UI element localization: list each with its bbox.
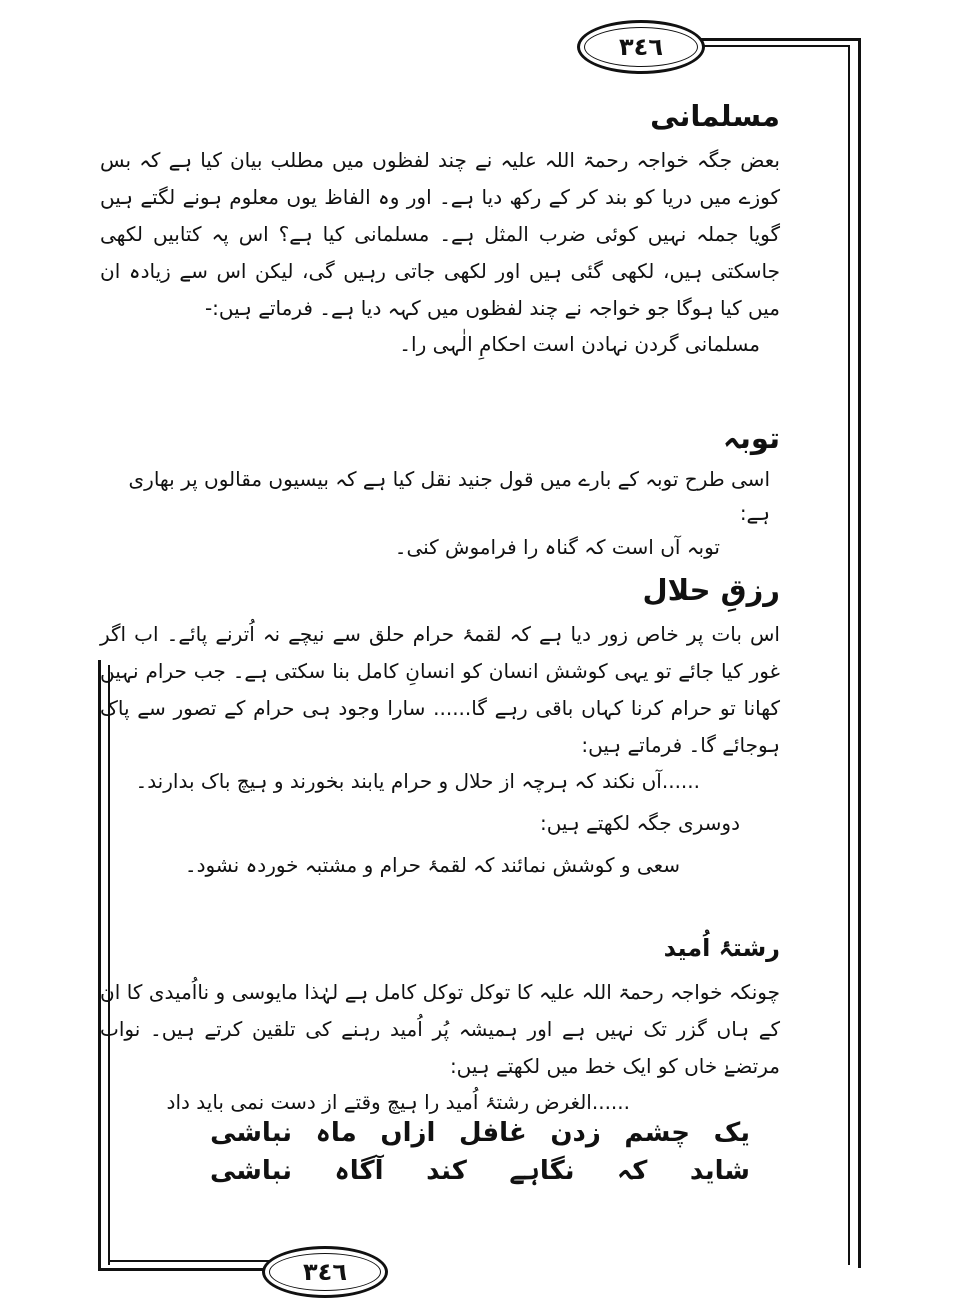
verse-2-word: شاید [689, 1156, 750, 1186]
verse-line-2 [210, 1156, 750, 1186]
section-umeed [100, 930, 780, 1119]
page-number-bottom-text: ٣٤٦ [303, 1258, 347, 1286]
verse-1-word: ماہ [315, 1118, 357, 1148]
quote-muslimani: مسلمانی گردن نہادن است احکامِ الٰہی را۔ [399, 332, 760, 356]
quote-rizq-2: سعی و کوشش نمائند کہ لقمۂ حرام و مشتبہ خوردہ نشود۔ [184, 853, 680, 877]
frame-bottom-line [98, 1268, 278, 1271]
verse-1-word: غافل [458, 1118, 527, 1148]
frame-right-line [858, 38, 861, 1268]
paragraph-umeed: چونکہ خواجہ رحمۃ اللہ علیہ کا توکل توکل کامل ہے لہٰذا مایوسی و نااُمیدی کا ان کے ہاں گزر تک نہیں ہے اور ہمیشہ پُر اُمید رہنے کی تلقین کرتے ہیں۔ نواب مرتضےٰ خاں کو ایک خط میں لکھتے ہیں: [100, 980, 780, 1078]
paragraph-rizq: اس بات پر خاص زور دیا ہے کہ لقمۂ حرام حلق سے نیچے نہ اُترنے پائے۔ اب اگر غور کیا جائے تو یہی کوشش انسان کو انسانِ کامل بنا سکتی ہے۔ جب حرام نہیں کھانا تو حرام کرنا کہاں باقی رہے گا...... سارا وجود ہی حرام کے تصور سے پاک ہوجائے گا۔ فرماتے ہیں: [100, 622, 780, 757]
frame-bottom-line-inner [108, 1260, 278, 1262]
heading-rizq: رزقِ حلال [642, 573, 780, 607]
section-rizq [100, 572, 780, 882]
verse-block [210, 1118, 750, 1186]
verse-1-word: نباشی [210, 1118, 293, 1148]
heading-tauba: توبہ [723, 421, 780, 455]
heading-muslimani: مسلمانی [650, 99, 780, 133]
verse-2-word: نباشی [210, 1156, 293, 1186]
verse-1-word: چشم [624, 1118, 691, 1148]
verse-1-word: یک [713, 1118, 750, 1148]
frame-top-line-inner [700, 45, 850, 47]
frame-right-line-inner [848, 45, 850, 1265]
quote-tauba: توبہ آں است کہ گناہ را فراموش کنی۔ [394, 535, 720, 559]
verse-1-word: زدن [550, 1118, 601, 1148]
page-number-top-text: ٣٤٦ [619, 33, 663, 61]
frame-top-line [700, 38, 860, 41]
verse-1-word: ازاں [380, 1118, 436, 1148]
heading-umeed: رشتۂ اُمید [663, 934, 780, 962]
verse-2-word: نگاہے [509, 1156, 575, 1186]
verse-2-word: کند [426, 1156, 467, 1186]
quote-rizq-1: ......آں نکند کہ ہرچہ از حلال و حرام یابند بخورند و ہیچ باک بدارند۔ [135, 769, 700, 793]
verse-line-1 [210, 1118, 750, 1148]
verse-2-word: آگاہ [334, 1156, 384, 1186]
section-tauba [100, 420, 780, 564]
line-rizq-2: دوسری جگہ لکھتے ہیں: [539, 811, 740, 835]
verse-2-word: کہ [617, 1156, 648, 1186]
page-number-bottom [262, 1246, 388, 1298]
quote-umeed: ......الغرض رشتۂ اُمید را ہیچ وقتے از دست نمی باید داد [166, 1090, 630, 1114]
paragraph-tauba: اسی طرح توبہ کے بارے میں قول جنید نقل کیا ہے کہ بیسیوں مقالوں پر بھاری ہے: [128, 467, 770, 525]
section-muslimani [100, 98, 780, 361]
page-number-top [577, 20, 705, 74]
paragraph-muslimani: بعض جگہ خواجہ رحمۃ اللہ علیہ نے چند لفظوں میں مطلب بیان کیا ہے کہ بس کوزے میں دریا کو بند کر کے رکھ دیا ہے۔ اور وہ الفاظ یوں معلوم ہونے لگتے ہیں گویا جملہ نہیں کوئی ضرب المثل ہے۔ مسلمانی کیا ہے؟ اس پہ کتابیں لکھی جاسکتی ہیں، لکھی گئی ہیں اور لکھی جاتی رہیں گی، لیکن اس سے زیادہ ان میں کیا ہوگا جو خواجہ نے چند لفظوں میں کہہ دیا ہے۔ فرماتے ہیں:- [100, 148, 780, 320]
